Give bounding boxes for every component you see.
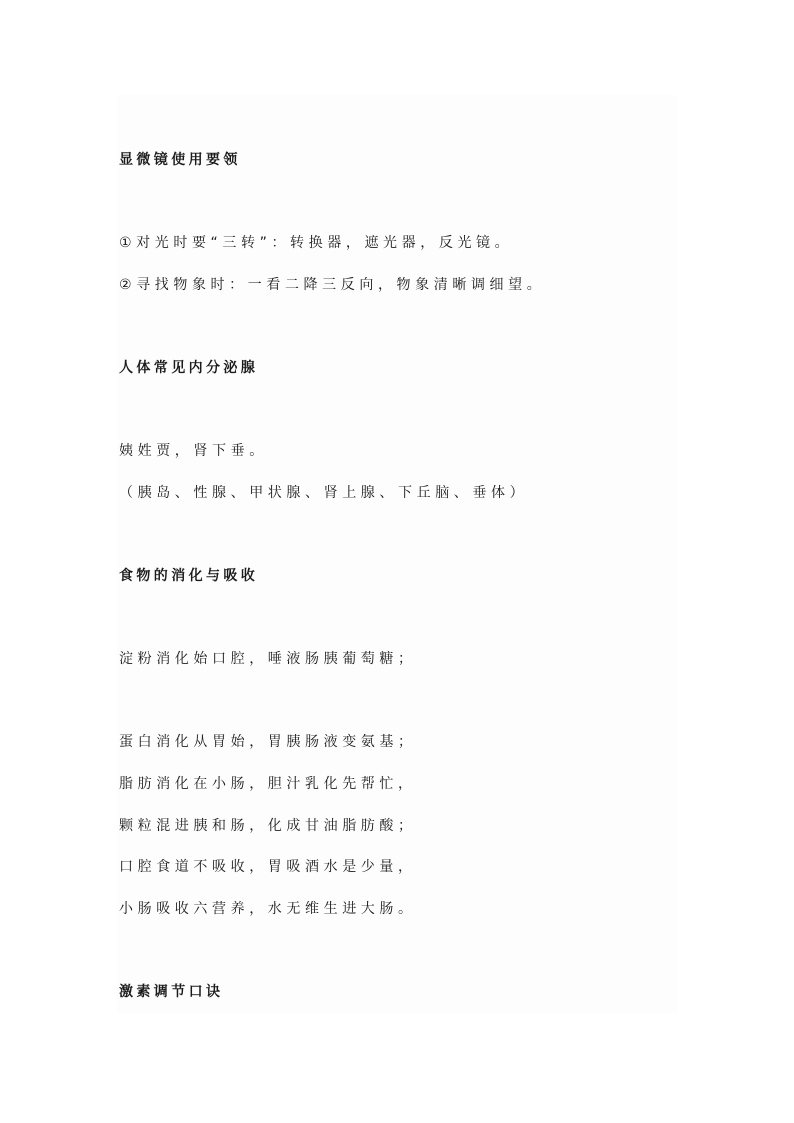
digestion-line-4: 颗粒混进胰和肠，化成甘油脂肪酸； (119, 818, 417, 834)
digestion-line-5: 口腔食道不吸收，胃吸酒水是少量， (119, 859, 417, 875)
section-heading-hormone-regulation: 激素调节口诀 (119, 984, 224, 1000)
digestion-line-1: 淀粉消化始口腔，唾液肠胰葡萄糖； (119, 651, 417, 667)
microscope-line-2: ②寻找物象时：一看二降三反向，物象清晰调细望。 (119, 277, 546, 293)
section-heading-microscope: 显微镜使用要领 (119, 152, 241, 168)
endocrine-gland-list: （胰岛、性腺、甲状腺、肾上腺、下丘脑、垂体） (119, 485, 529, 501)
digestion-line-2: 蛋白消化从胃始，胃胰肠液变氨基； (119, 734, 417, 750)
section-heading-digestion: 食物的消化与吸收 (119, 568, 259, 584)
endocrine-mnemonic: 姨姓贾，肾下垂。 (119, 443, 268, 459)
digestion-line-6: 小肠吸收六营养，水无维生进大肠。 (119, 901, 417, 917)
microscope-line-1: ①对光时要“三转”：转换器，遮光器，反光镜。 (119, 235, 514, 251)
digestion-line-3: 脂肪消化在小肠，胆汁乳化先帮忙， (119, 776, 417, 792)
section-heading-endocrine-glands: 人体常见内分泌腺 (119, 360, 259, 376)
